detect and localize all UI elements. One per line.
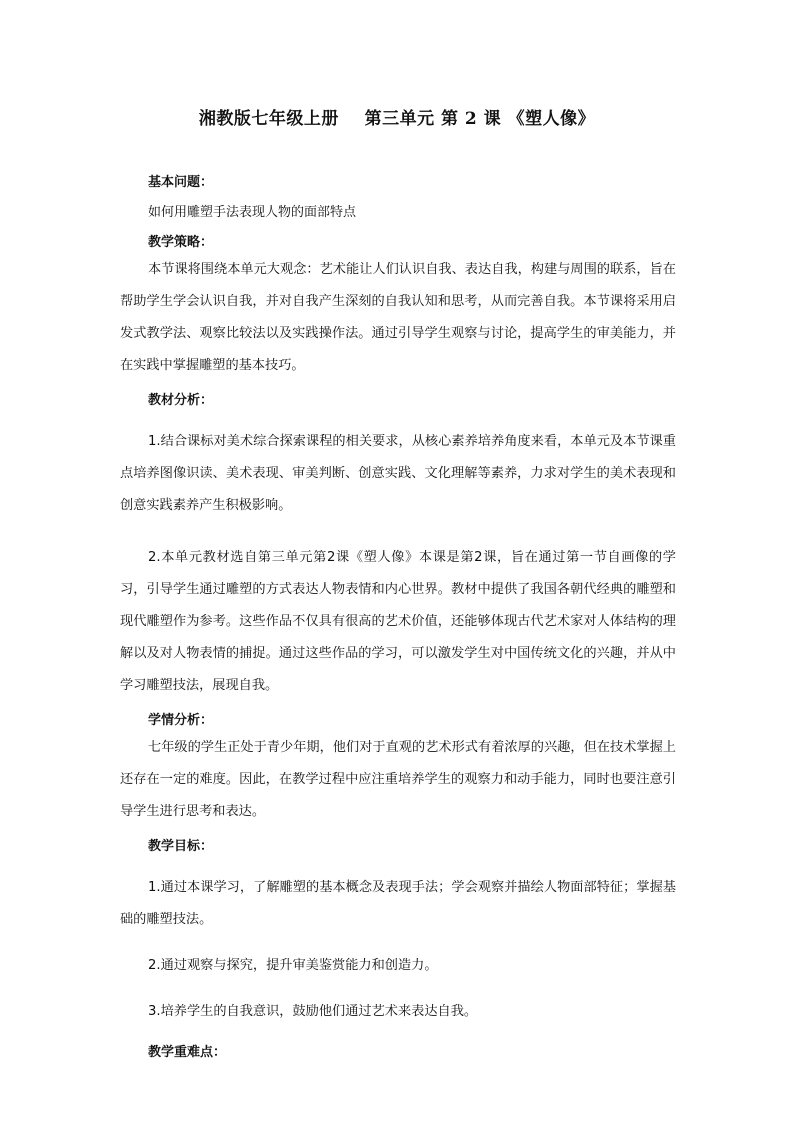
teaching-strategy-text: 本节课将围绕本单元大观念：艺术能让人们认识自我、表达自我，构建与周围的联系，旨在帮助学生学会认识自我，并对自我产生深刻的自我认知和思考，从而完善自我。本节课将采用启发式教学法、观察比较法以及实践操作法。通过引导学生观察与讨论，提高学生的审美能力，并在实践中掌握雕塑的基本技巧。 [120,262,676,373]
objective-item-1: 1.通过本课学习，了解雕塑的基本概念及表现手法；学会观察并描绘人物面部特征；掌握基础的雕塑技法。 [120,880,676,927]
learner-analysis-text: 七年级的学生正处于青少年期，他们对于直观的艺术形式有着浓厚的兴趣，但在技术掌握上还存在一定的难度。因此，在教学过程中应注重培养学生的观察力和动手能力，同时也要注意引导学生进行思考和表达。 [120,740,676,819]
page-title: 湘教版七年级上册 第三单元 第 2 课 《塑人像》 [198,109,596,129]
heading-key-points: 教学重难点： [148,1045,227,1060]
material-analysis-item-1: 1.结合课标对美术综合探索课程的相关要求，从核心素养培养角度来看，本单元及本节课重点培养图像识读、美术表现、审美判断、创意实践、文化理解等素养，力求对学生的美术表现和创意实践素养产生积极影响。 [120,434,676,513]
objective-item-2: 2.通过观察与探究，提升审美鉴赏能力和创造力。 [148,958,438,973]
heading-basic-question: 基本问题： [148,175,214,190]
heading-teaching-strategy: 教学策略： [148,235,214,250]
material-analysis-item-2: 2.本单元教材选自第三单元第2课《塑人像》本课是第2课，旨在通过第一节自画像的学习，引导学生通过雕塑的方式表达人物表情和内心世界。教材中提供了我国各朝代经典的雕塑和现代雕塑作为参考。这些作品不仅具有很高的艺术价值，还能够体现古代艺术家对人体结构的理解以及对人物表情的捕捉。通过这些作品的学习，可以激发学生对中国传统文化的兴趣，并从中学习雕塑技法，展现自我。 [120,550,676,693]
heading-learner-analysis: 学情分析： [148,713,214,728]
heading-material-analysis: 教材分析： [148,393,214,408]
basic-question-text: 如何用雕塑手法表现人物的面部特点 [148,205,357,220]
objective-item-3: 3.培养学生的自我意识，鼓励他们通过艺术来表达自我。 [148,1004,478,1019]
heading-teaching-objectives: 教学目标： [148,839,214,854]
document-body [120,172,676,1064]
